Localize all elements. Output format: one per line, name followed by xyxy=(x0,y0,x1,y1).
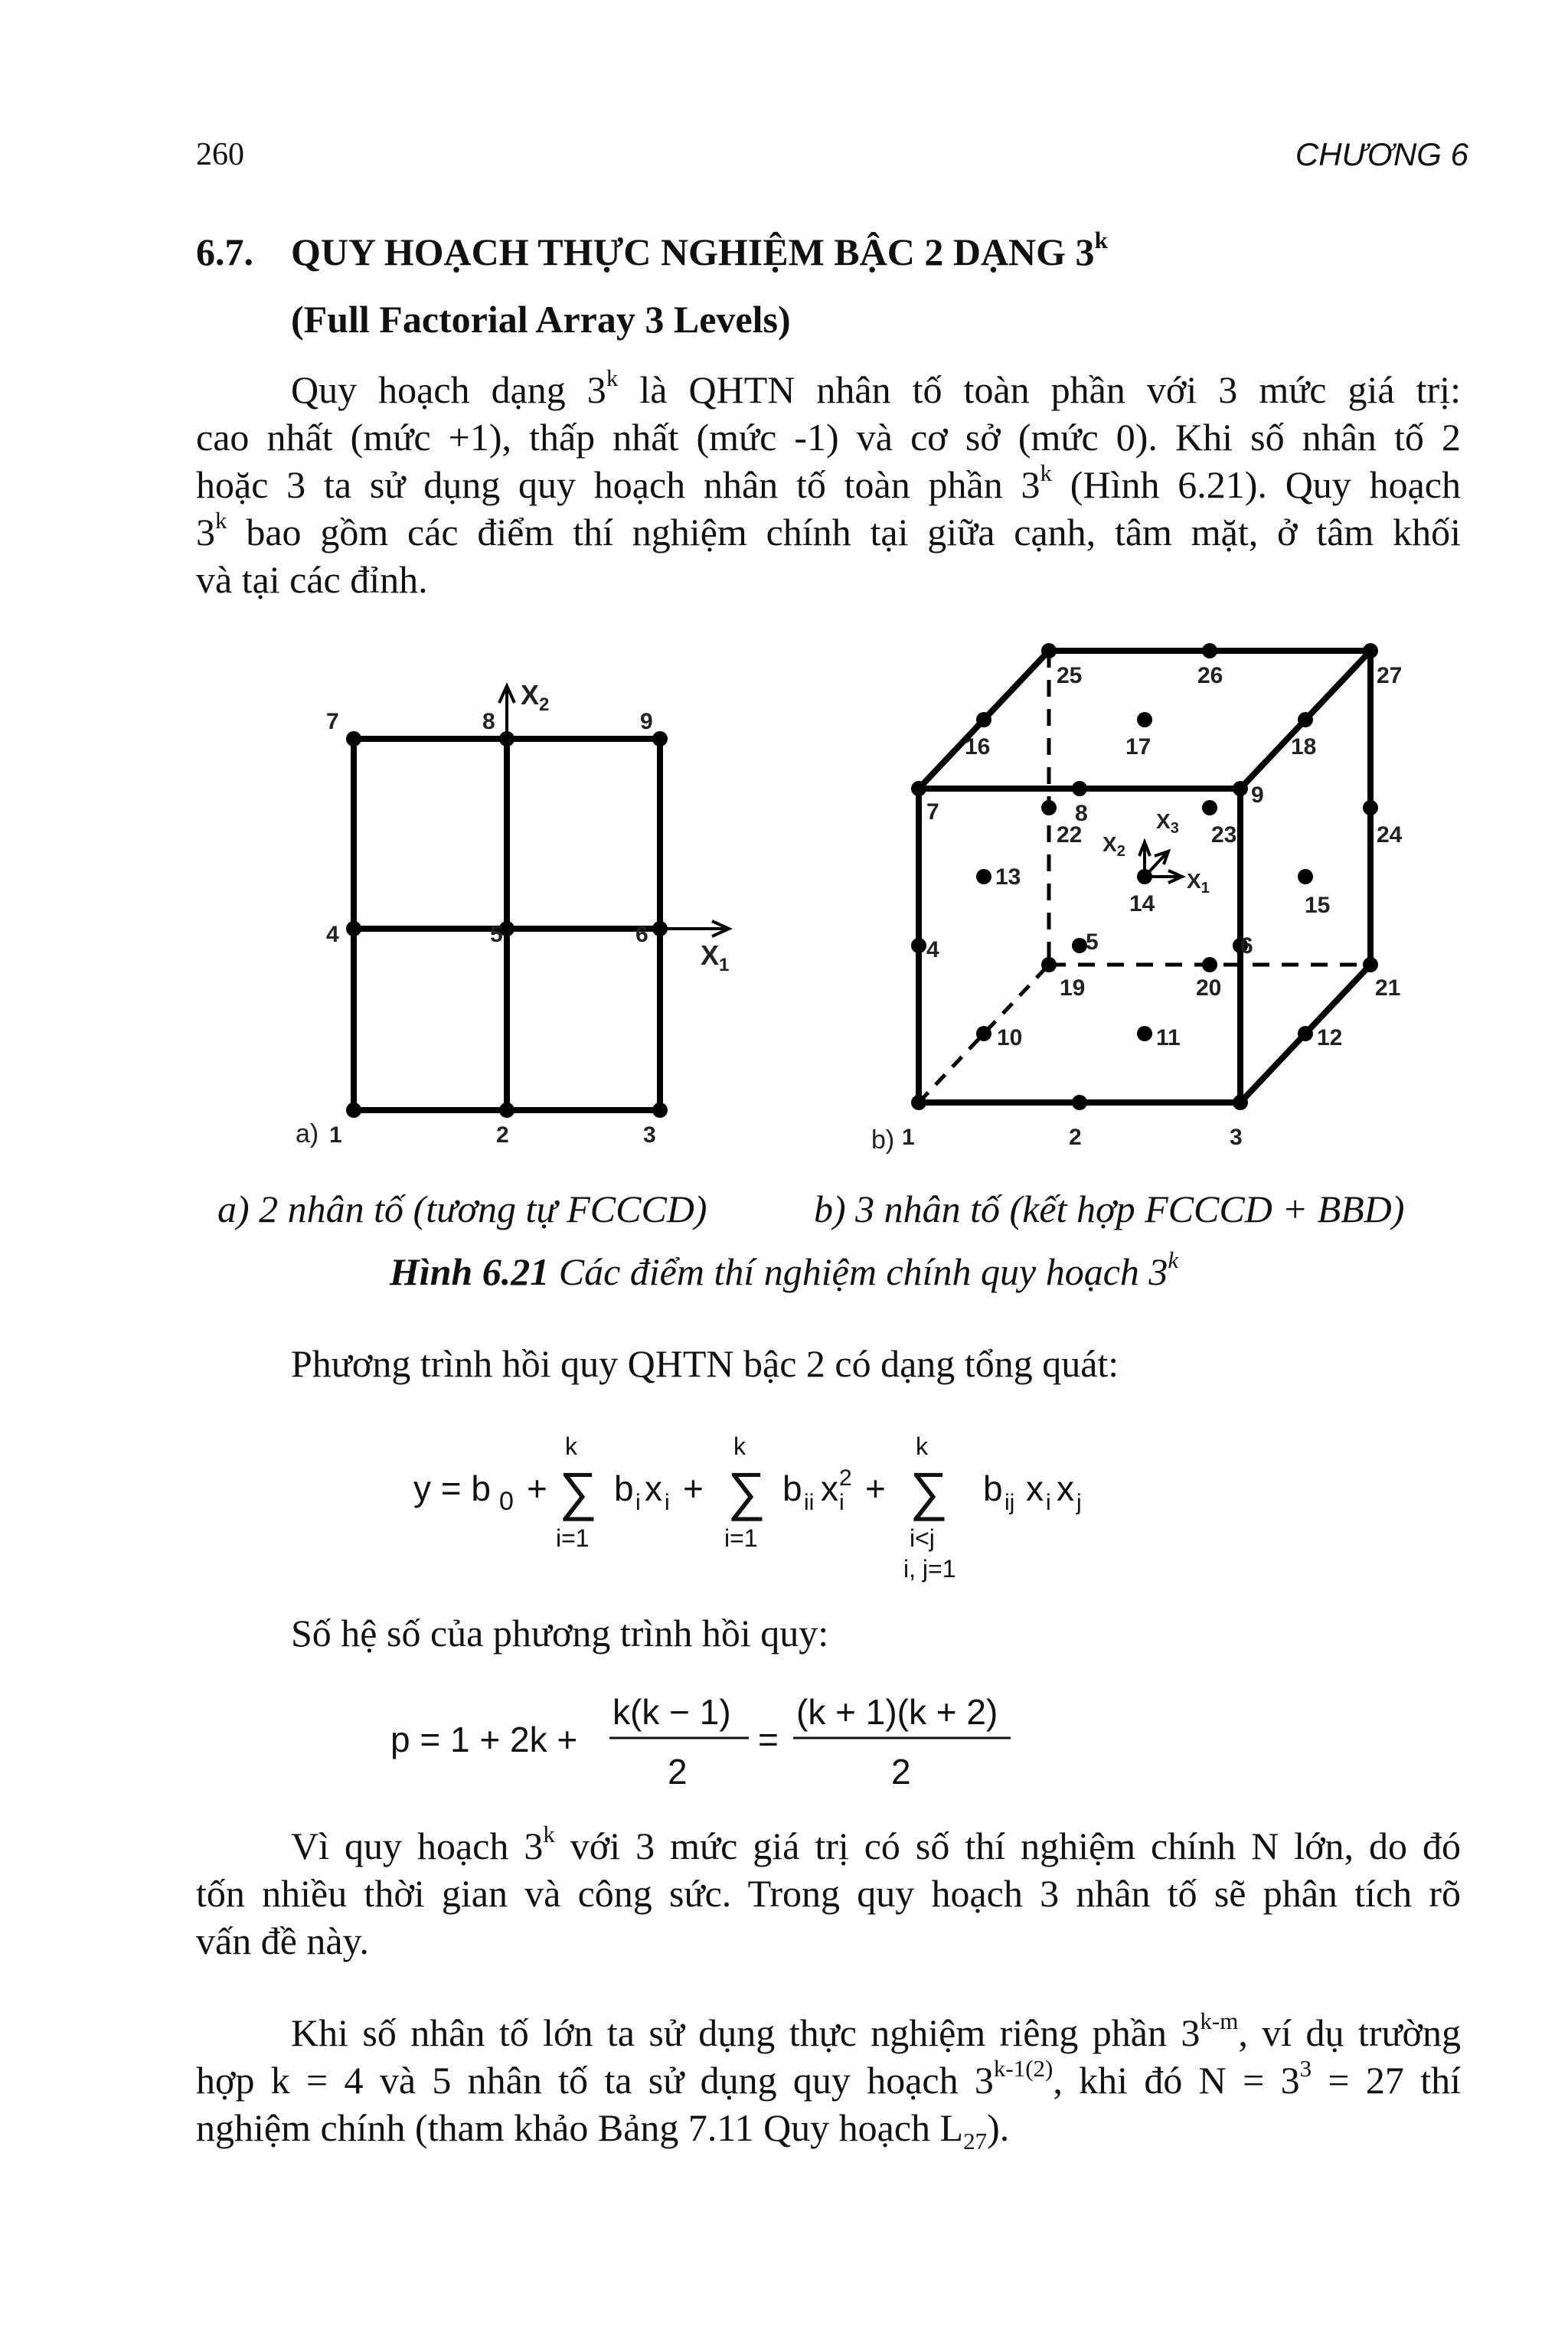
svg-text:x: x xyxy=(821,1468,838,1508)
svg-text:1: 1 xyxy=(329,1122,342,1148)
svg-text:11: 11 xyxy=(1156,1025,1181,1050)
svg-text:∑: ∑ xyxy=(727,1462,766,1521)
section-number: 6.7. xyxy=(196,230,253,273)
svg-text:ii: ii xyxy=(804,1490,815,1515)
panel-b-labels xyxy=(871,663,1403,1155)
svg-text:3: 3 xyxy=(1230,1125,1243,1150)
svg-text:0: 0 xyxy=(499,1487,514,1516)
page-number: 260 xyxy=(196,137,244,172)
section-subtitle: (Full Factorial Array 3 Levels) xyxy=(291,298,791,341)
svg-text:6: 6 xyxy=(1240,933,1253,959)
svg-text:+: + xyxy=(865,1468,886,1508)
svg-text:+: + xyxy=(527,1468,547,1508)
cube-axis-x1-label: $X_1$ xyxy=(1187,869,1210,897)
svg-text:j: j xyxy=(1076,1490,1082,1515)
svg-text:13: 13 xyxy=(995,864,1021,890)
svg-text:2: 2 xyxy=(839,1465,852,1491)
svg-text:i, j=1: i, j=1 xyxy=(903,1555,956,1583)
figure-6-21 xyxy=(253,628,1493,1164)
chapter-header: CHƯƠNG 6 xyxy=(1295,136,1468,172)
cube-axis-x3-label: $X_3$ xyxy=(1156,809,1179,837)
svg-text:9: 9 xyxy=(640,709,653,734)
svg-text:p = 1 + 2k +: p = 1 + 2k + xyxy=(390,1720,578,1759)
svg-text:i=1: i=1 xyxy=(724,1524,758,1552)
svg-text:2: 2 xyxy=(668,1752,688,1792)
svg-text:x: x xyxy=(1057,1468,1074,1508)
svg-text:k: k xyxy=(733,1432,746,1460)
svg-text:i: i xyxy=(665,1490,670,1515)
svg-text:19: 19 xyxy=(1060,975,1086,1001)
svg-text:22: 22 xyxy=(1057,822,1083,848)
cube-axis-x2-label: $X_2$ xyxy=(1102,832,1125,860)
svg-text:14: 14 xyxy=(1129,891,1155,916)
svg-text:b: b xyxy=(782,1468,802,1508)
svg-text:12: 12 xyxy=(1317,1025,1343,1050)
axis-x1-label: $X_1$ xyxy=(701,939,730,975)
coefficient-count-intro: Số hệ số của phương trình hồi quy: xyxy=(291,1612,829,1655)
svg-text:i<j: i<j xyxy=(910,1524,935,1552)
svg-text:2: 2 xyxy=(1069,1125,1082,1150)
svg-text:4: 4 xyxy=(926,937,939,962)
svg-text:∑: ∑ xyxy=(559,1462,597,1521)
svg-text:18: 18 xyxy=(1291,734,1317,760)
svg-text:b): b) xyxy=(871,1125,895,1155)
svg-text:10: 10 xyxy=(997,1025,1023,1050)
paragraph-4: Khi số nhân tố lớn ta sử dụng thực nghiệm riêng phần 3$^{k-m}$, ví dụ trường hợp k = 4 và 5 nhân tố ta sử dụng quy hoạch $3^{k-1(2)}$, khi đó $N = 3^3 = 27$ thí nghiệm chính (tham khảo Bảng 7.11 Quy hoạch $L_{27}$). xyxy=(196,2007,1461,2154)
svg-text:(k + 1)(k + 2): (k + 1)(k + 2) xyxy=(796,1692,998,1732)
svg-text:24: 24 xyxy=(1377,822,1403,848)
general-equation-intro: Phương trình hồi quy QHTN bậc 2 có dạng tổng quát: xyxy=(291,1342,1119,1385)
svg-text:23: 23 xyxy=(1211,822,1237,848)
panel-b-points xyxy=(911,643,1378,1110)
svg-text:k(k − 1): k(k − 1) xyxy=(612,1692,731,1732)
svg-text:k: k xyxy=(916,1432,928,1460)
svg-text:7: 7 xyxy=(926,799,939,825)
svg-text:9: 9 xyxy=(1251,782,1264,808)
caption-b: b) 3 nhân tố (kết hợp FCCCD + BBD) xyxy=(814,1187,1405,1230)
svg-text:k: k xyxy=(565,1432,577,1460)
svg-text:2: 2 xyxy=(496,1122,509,1148)
svg-text:i=1: i=1 xyxy=(556,1524,590,1552)
svg-text:i: i xyxy=(839,1490,844,1515)
svg-text:x: x xyxy=(1026,1468,1044,1508)
svg-text:ij: ij xyxy=(1004,1490,1015,1515)
svg-text:+: + xyxy=(683,1468,704,1508)
svg-text:15: 15 xyxy=(1305,893,1331,918)
axis-x2-label: $X_2$ xyxy=(521,679,550,715)
svg-text:4: 4 xyxy=(326,922,339,947)
panel-a-labels xyxy=(296,679,729,1148)
figure-title: Hình 6.21 Các điểm thí nghiệm chính quy hoạch 3$^k$ xyxy=(389,1246,1179,1293)
svg-text:6: 6 xyxy=(635,922,648,947)
svg-text:x: x xyxy=(645,1468,662,1508)
svg-text:1: 1 xyxy=(902,1125,915,1150)
svg-text:27: 27 xyxy=(1377,663,1403,688)
svg-text:y = b: y = b xyxy=(413,1468,492,1508)
svg-text:i: i xyxy=(635,1490,641,1515)
svg-text:b: b xyxy=(614,1468,634,1508)
svg-text:16: 16 xyxy=(965,734,991,760)
svg-text:5: 5 xyxy=(490,922,503,947)
paragraph-3: Vì quy hoạch 3$^k$ với 3 mức giá trị có số thí nghiệm chính N lớn, do đó tốn nhiều thời gian và công sức. Trong quy hoạch 3 nhân tố sẽ phân tích rõ vấn đề này. xyxy=(196,1820,1461,1962)
svg-text:25: 25 xyxy=(1057,663,1083,688)
svg-text:b: b xyxy=(983,1468,1003,1508)
intro-paragraph: Quy hoạch dạng 3$^k$ là QHTN nhân tố toàn phần với 3 mức giá trị: cao nhất (mức +1), thấp nhất (mức -1) và cơ sở (mức 0). Khi số nhân tố 2 hoặc 3 ta sử dụng quy hoạch nhân tố toàn phần 3$^k$ (Hình 6.21). Quy hoạch 3$^k$ bao gồm các điểm thí nghiệm chính tại giữa cạnh, tâm mặt, ở tâm khối và tại các đỉnh. xyxy=(196,364,1461,601)
svg-text:∑: ∑ xyxy=(910,1462,948,1521)
svg-text:3: 3 xyxy=(643,1122,656,1148)
svg-text:5: 5 xyxy=(1086,929,1099,955)
svg-text:8: 8 xyxy=(1075,801,1088,826)
svg-text:=: = xyxy=(758,1720,779,1759)
svg-text:2: 2 xyxy=(891,1752,911,1792)
svg-text:7: 7 xyxy=(326,709,339,734)
svg-text:20: 20 xyxy=(1196,975,1222,1001)
caption-a: a) 2 nhân tố (tương tự FCCCD) xyxy=(217,1187,707,1230)
svg-text:26: 26 xyxy=(1197,663,1223,688)
svg-text:17: 17 xyxy=(1125,734,1152,760)
svg-text:21: 21 xyxy=(1375,975,1401,1001)
section-title: QUY HOẠCH THỰC NGHIỆM BẬC 2 DẠNG 3$^k$ xyxy=(291,226,1108,273)
coefficient-count-equation xyxy=(383,1684,1072,1799)
panel-a-2-factor-grid xyxy=(351,686,729,1110)
svg-text:8: 8 xyxy=(482,709,495,734)
regression-equation xyxy=(413,1424,1179,1592)
svg-text:i: i xyxy=(1046,1490,1051,1515)
svg-text:a): a) xyxy=(296,1119,319,1148)
